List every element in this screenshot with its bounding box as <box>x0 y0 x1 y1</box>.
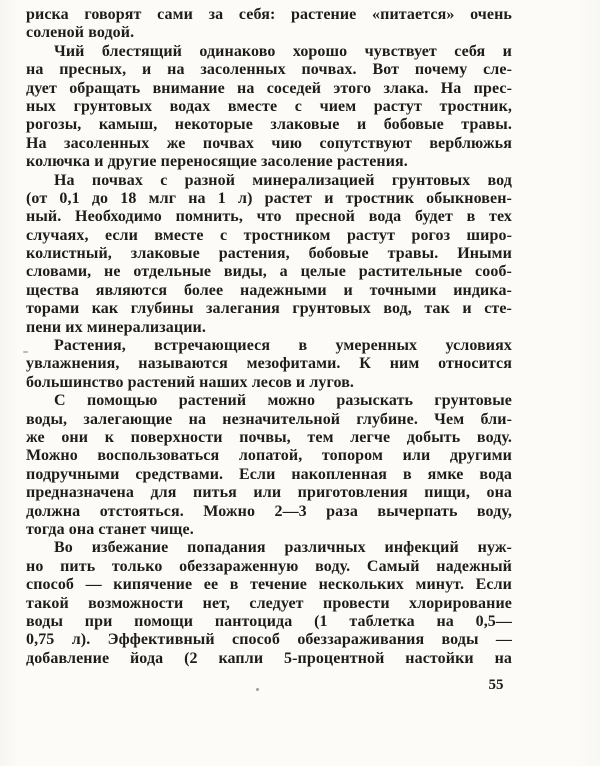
text-line: подручными средствами. Если накопленная в ямке вода <box>26 465 512 483</box>
text-line: случаях, если вместе с тростником растут рогоз широ- <box>26 226 512 244</box>
text-line: На засоленных же почвах чию сопутствуют верблюжья <box>26 134 512 152</box>
text-line: риска говорят сами за себя: растение «питается» очень <box>26 6 512 23</box>
text-line: пени их минерализации. <box>26 318 206 336</box>
text-line: большинство растений наших лесов и лугов. <box>26 373 355 391</box>
text-line: воды при помощи пантоцида (1 таблетка на 0,5— <box>26 612 512 630</box>
text-line: соленой водой. <box>26 24 135 42</box>
text-line: же они к поверхности почвы, тем легче добыть воду. <box>26 428 512 446</box>
text-line: ных грунтовых водах вместе с чием растут тростник, <box>26 97 512 115</box>
text-line: Чий блестящий одинаково хорошо чувствует себя и <box>54 42 512 60</box>
text-line: 0,75 л). Эффективный способ обеззараживания воды — <box>26 631 512 649</box>
text-line: На почвах с разной минерализацией грунтовых вод <box>54 171 512 189</box>
text-line: дует обращать внимание на соседей этого злака. На прес- <box>26 79 512 97</box>
page-text <box>26 6 512 668</box>
text-line: способ — кипячение ее в течение нескольких минут. Если <box>26 576 512 594</box>
page-number: 55 <box>488 677 504 693</box>
text-line: С помощью растений можно разыскать грунтовые <box>54 392 512 410</box>
text-line: Можно воспользоваться лопатой, топором или другими <box>26 447 512 465</box>
text-line: (от 0,1 до 18 млг на 1 л) растет и тростник обыкновен- <box>26 189 512 207</box>
text-line: словами, не отдельные виды, а целые растительные сооб- <box>26 263 512 281</box>
text-line: но пить только обеззараженную воду. Самый надежный <box>26 557 512 575</box>
text-line: такой возможности нет, следует провести хлорирование <box>26 594 512 612</box>
text-line: щества являются более надежными и точными индика- <box>26 281 512 299</box>
text-line: рогозы, камыш, некоторые злаковые и бобовые травы. <box>26 116 512 134</box>
text-line: на пресных, и на засоленных почвах. Вот почему сле- <box>26 61 512 79</box>
text-line: ный. Необходимо помнить, что пресной вода будет в тех <box>26 208 512 226</box>
text-line: предназначена для питья или приготовления пищи, она <box>26 484 512 502</box>
text-line: должна отстояться. Можно 2—3 раза вычерпать воду, <box>26 502 512 520</box>
text-line: тогда она станет чище. <box>26 520 194 538</box>
text-line: торами как глубины залегания грунтовых вод, так и сте- <box>26 300 512 318</box>
text-line: добавление йода (2 капли 5-процентной настойки на <box>26 649 512 667</box>
ink-speck <box>256 688 259 691</box>
text-line: увлажнения, называются мезофитами. К ним относится <box>26 355 512 373</box>
text-line: Растения, встречающиеся в умеренных условиях <box>54 337 512 355</box>
ink-speck <box>23 351 28 353</box>
text-line: колистный, злаковые растения, бобовые травы. Иными <box>26 245 512 263</box>
text-line: Во избежание попадания различных инфекций нуж- <box>54 539 512 557</box>
text-line: колючка и другие переносящие засоление растения. <box>26 153 408 171</box>
text-line: воды, залегающие на незначительной глубине. Чем бли- <box>26 410 512 428</box>
